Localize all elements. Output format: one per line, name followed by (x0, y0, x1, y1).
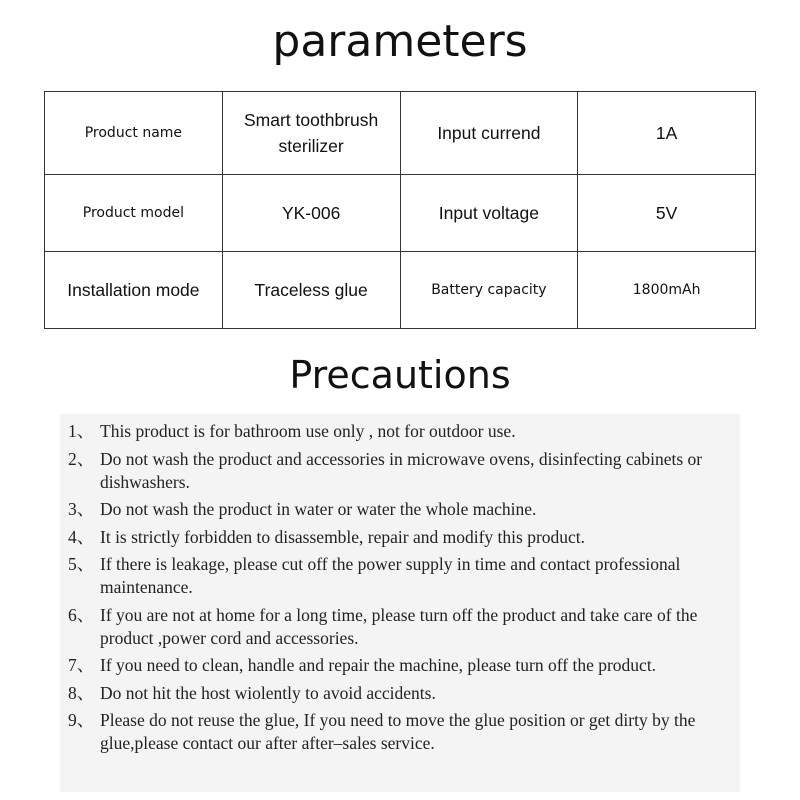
item-number: 7、 (68, 655, 95, 675)
item-text: It is strictly forbidden to disassemble, repair and modify this product. (100, 526, 586, 547)
product-name-label: Product name (45, 92, 223, 175)
battery-capacity-label: Battery capacity (400, 252, 578, 329)
list-item (68, 553, 748, 599)
item-text: Do not wash the product and accessories in microwave ovens, disinfecting cabinets or dishwashers. (100, 448, 703, 492)
product-name-value: Smart toothbrush sterilizer (222, 92, 400, 175)
item-number: 6、 (68, 604, 95, 625)
list-item (68, 526, 748, 549)
list-item (68, 498, 748, 521)
list-item (68, 682, 748, 705)
list-item (68, 448, 748, 494)
item-number: 9、 (68, 710, 95, 730)
item-text: This product is for bathroom use only , not for outdoor use. (100, 421, 516, 441)
item-text: Do not hit the host wiolently to avoid accidents. (100, 682, 436, 703)
installation-mode-value: Traceless glue (222, 252, 400, 329)
input-current-label: Input currend (400, 92, 578, 175)
input-current-value: 1A (578, 92, 756, 175)
product-model-label: Product model (45, 175, 223, 252)
item-number: 4、 (68, 526, 95, 547)
item-number: 3、 (68, 499, 95, 519)
item-number: 1、 (68, 421, 95, 441)
list-item (68, 420, 748, 443)
product-model-value: YK-006 (222, 175, 400, 252)
item-number: 2、 (68, 448, 95, 469)
list-item (68, 709, 748, 755)
table-row (45, 252, 756, 329)
item-text: Please do not reuse the glue, If you need to move the glue position or get dirty by the glue,please contact our after after–sales service. (100, 710, 696, 753)
precautions-title: Precautions (289, 353, 511, 397)
battery-capacity-value: 1800mAh (578, 252, 756, 329)
item-number: 8、 (68, 682, 95, 703)
item-number: 5、 (68, 554, 95, 574)
item-text: Do not wash the product in water or water the whole machine. (100, 499, 537, 519)
input-voltage-value: 5V (578, 175, 756, 252)
parameters-table (44, 91, 756, 329)
table-row (45, 92, 756, 175)
item-text: If you need to clean, handle and repair the machine, please turn off the product. (100, 655, 657, 675)
precautions-list (68, 420, 748, 760)
list-item (68, 604, 748, 650)
item-text: If there is leakage, please cut off the power supply in time and contact professional maintenance. (100, 554, 681, 597)
installation-mode-label: Installation mode (45, 252, 223, 329)
item-text: If you are not at home for a long time, please turn off the product and take care of the product ,power cord and accessories. (100, 604, 698, 648)
parameters-title: parameters (272, 16, 528, 67)
input-voltage-label: Input voltage (400, 175, 578, 252)
list-item (68, 654, 748, 677)
table-row (45, 175, 756, 252)
